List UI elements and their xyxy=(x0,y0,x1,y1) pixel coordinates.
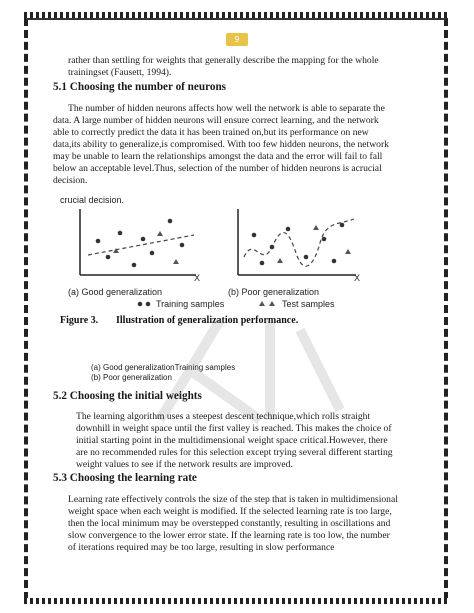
s52-line-4: are no recommended rules for this selection except trying several different starting xyxy=(76,447,393,458)
training-point xyxy=(286,227,291,232)
s53-line-2: weight space when each weight is modified. If the selected learning rate is too large, xyxy=(68,506,392,517)
training-point xyxy=(118,231,123,236)
s52-line-3: initial starting point in the multidimensional weight space critical.However, there xyxy=(76,435,388,446)
panel-b-x-label: X xyxy=(354,273,361,283)
s53-line-4: slow convergence to the lower error state. If the learning rate is too low, the number xyxy=(68,530,390,541)
panel-a-training-points xyxy=(96,219,185,268)
s52-line-1: The learning algorithm uses a steepest descent technique,which rolls straight xyxy=(76,411,371,422)
test-point xyxy=(157,231,163,236)
training-point xyxy=(141,237,146,242)
training-point xyxy=(304,255,309,260)
test-point xyxy=(345,249,351,254)
test-point xyxy=(173,259,179,264)
training-point xyxy=(106,255,111,260)
figure-caption-text: Illustration of generalization performance. xyxy=(116,315,299,326)
s52-line-2: downhill in weight space until the first valley is reached. This makes the choice of xyxy=(76,423,392,434)
s51-line-6: below an acceptable level.Thus, selection of the number of hidden neurons is acrucial xyxy=(53,163,382,174)
legend-training-marker xyxy=(138,302,143,307)
training-point xyxy=(132,263,137,268)
figure-caption-label: Figure 3. xyxy=(60,315,99,326)
training-point xyxy=(260,261,265,266)
training-point xyxy=(150,251,155,256)
training-point xyxy=(322,237,327,242)
heading-5-2: 5.2 Choosing the initial weights xyxy=(53,390,202,402)
panel-a-test-points xyxy=(113,231,179,264)
s53-line-1: Learning rate effectively controls the size of the step that is taken in multidimensional xyxy=(68,494,398,505)
training-point xyxy=(168,219,173,224)
panel-b-fit-curve xyxy=(244,219,354,266)
panel-b-label: (b) Poor generalization xyxy=(228,287,320,297)
figure-note-1: (a) Good generalizationTraining samples xyxy=(91,363,236,372)
intro-line-1: rather than settling for weights that generally describe the mapping for the whole xyxy=(68,55,379,66)
s51-line-4: data,its ability to generalize,is compromised. With too few hidden neurons, the network xyxy=(53,139,389,150)
figure-note-2: (b) Poor generalization xyxy=(91,373,172,382)
legend-training: Training samples xyxy=(156,299,225,309)
test-point xyxy=(277,258,283,263)
training-point xyxy=(96,239,101,244)
panel-b-axes xyxy=(238,209,356,275)
intro-line-2: trainingset (Fausett, 1994). xyxy=(68,67,172,78)
heading-5-1: 5.1 Choosing the number of neurons xyxy=(53,81,227,93)
legend-test: Test samples xyxy=(282,299,335,309)
training-point xyxy=(270,245,275,250)
s51-line-1: The number of hidden neurons affects how well the network is able to separate the xyxy=(68,103,385,114)
panel-a-x-label: X xyxy=(194,273,201,283)
training-point xyxy=(252,233,257,238)
page-border-bottom xyxy=(24,598,450,604)
page-number-badge: 9 xyxy=(226,33,248,46)
s53-line-3: then the local minimum may be overstepped constantly, resulting in oscillations and xyxy=(68,518,391,529)
s51-line-7: decision. xyxy=(53,175,88,186)
figure-top-snippet: crucial decision. xyxy=(60,195,125,205)
training-point xyxy=(180,243,185,248)
training-point xyxy=(332,259,337,264)
panel-a-label: (a) Good generalization xyxy=(68,287,163,297)
test-point xyxy=(313,225,319,230)
s51-line-2: data. A large number of hidden neurons will ensure correct learning, and the network xyxy=(53,115,379,126)
s52-line-5: weight values to see if the network results are improved. xyxy=(76,459,293,470)
s51-line-3: able to correctly predict the data it has been trained on,but its performance on new xyxy=(53,127,369,138)
training-point xyxy=(340,223,345,228)
s51-line-5: may be unable to learn the relationships amongst the data and the error will fail to fall xyxy=(53,151,383,162)
s53-line-5: of iterations required may be too large, resulting in slow performance xyxy=(68,542,335,553)
heading-5-3: 5.3 Choosing the learning rate xyxy=(53,472,197,484)
